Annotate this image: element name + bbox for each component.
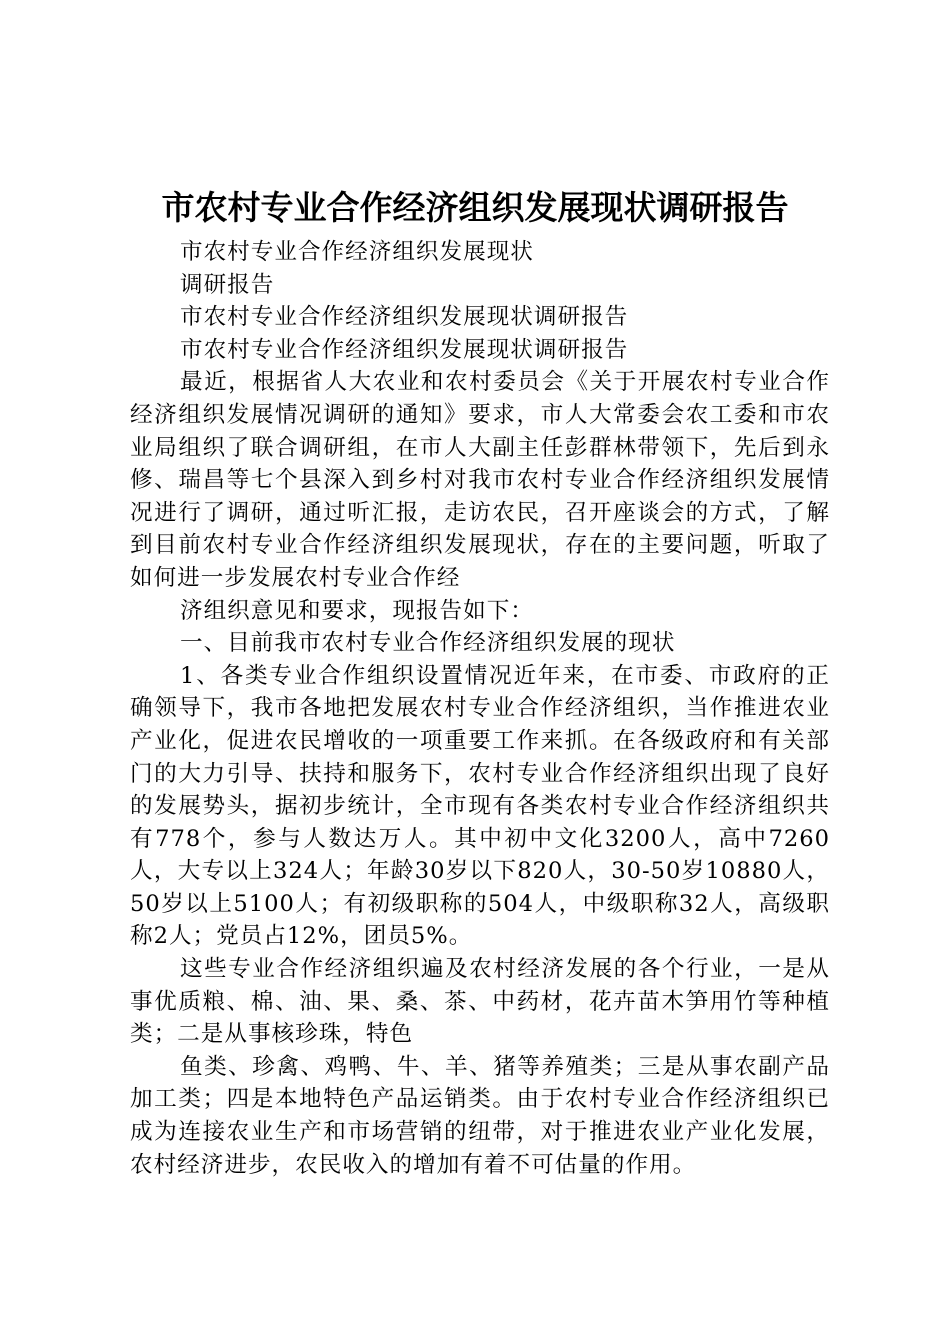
paragraph-subtitle-1: 市农村专业合作经济组织发展现状	[180, 239, 534, 265]
document-title: 市农村专业合作经济组织发展现状调研报告	[161, 188, 789, 227]
section-heading-1: 一、目前我市农村专业合作经济组织发展的现状	[180, 630, 676, 657]
paragraph-organization-stats: 1、各类专业合作组织设置情况近年来，在市委、市政府的正确领导下，我市各地把发展农村专业合作经济组织，当作推进农业产业化，促进农民增收的一项重要工作来抓。在各级政府和有关部门的大力引导、扶持和服务下，农村专业合作经济组织出现了良好的发展势头，据初步统计，全市现有各类农村专业合作经济组织共有778个，参与人数达万人。其中初中文化3200人，高中7260人，大专以上324人；年龄30岁以下820人，30-50岁10880人，50岁以上5100人；有初级职称的504人，中级职称32人，高级职称2人；党员占12%，团员5%。	[130, 662, 830, 950]
paragraph-intro: 最近，根据省人大农业和农村委员会《关于开展农村专业合作经济组织发展情况调研的通知》要求，市人大常委会农工委和市农业局组织了联合调研组，在市人大副主任彭群林带领下，先后到永修、瑞昌等七个县深入到乡村对我市农村专业合作经济组织发展情况进行了调研，通过听汇报，走访农民，召开座谈会的方式，了解到目前农村专业合作经济组织发展现状，存在的主要问题，听取了如何进一步发展农村专业合作经	[130, 369, 830, 591]
paragraph-subtitle-2: 调研报告	[180, 271, 275, 298]
paragraph-heading-2: 市农村专业合作经济组织发展现状调研报告	[180, 336, 629, 363]
paragraph-industries: 这些专业合作经济组织遍及农村经济发展的各个行业，一是从事优质粮、棉、油、果、桑、茶、中药材，花卉苗木笋用竹等种植类；二是从事核珍珠，特色	[130, 956, 830, 1048]
document-body	[130, 236, 830, 1181]
paragraph-heading-1: 市农村专业合作经济组织发展现状调研报告	[180, 304, 629, 331]
paragraph-intro-continued: 济组织意见和要求，现报告如下：	[180, 597, 534, 624]
paragraph-industries-continued: 鱼类、珍禽、鸡鸭、牛、羊、猪等养殖类；三是从事农副产品加工类；四是本地特色产品运销类。由于农村专业合作经济组织已成为连接农业生产和市场营销的纽带，对于推进农业产业化发展，农村经济进步，农民收入的增加有着不可估量的作用。	[130, 1053, 830, 1178]
